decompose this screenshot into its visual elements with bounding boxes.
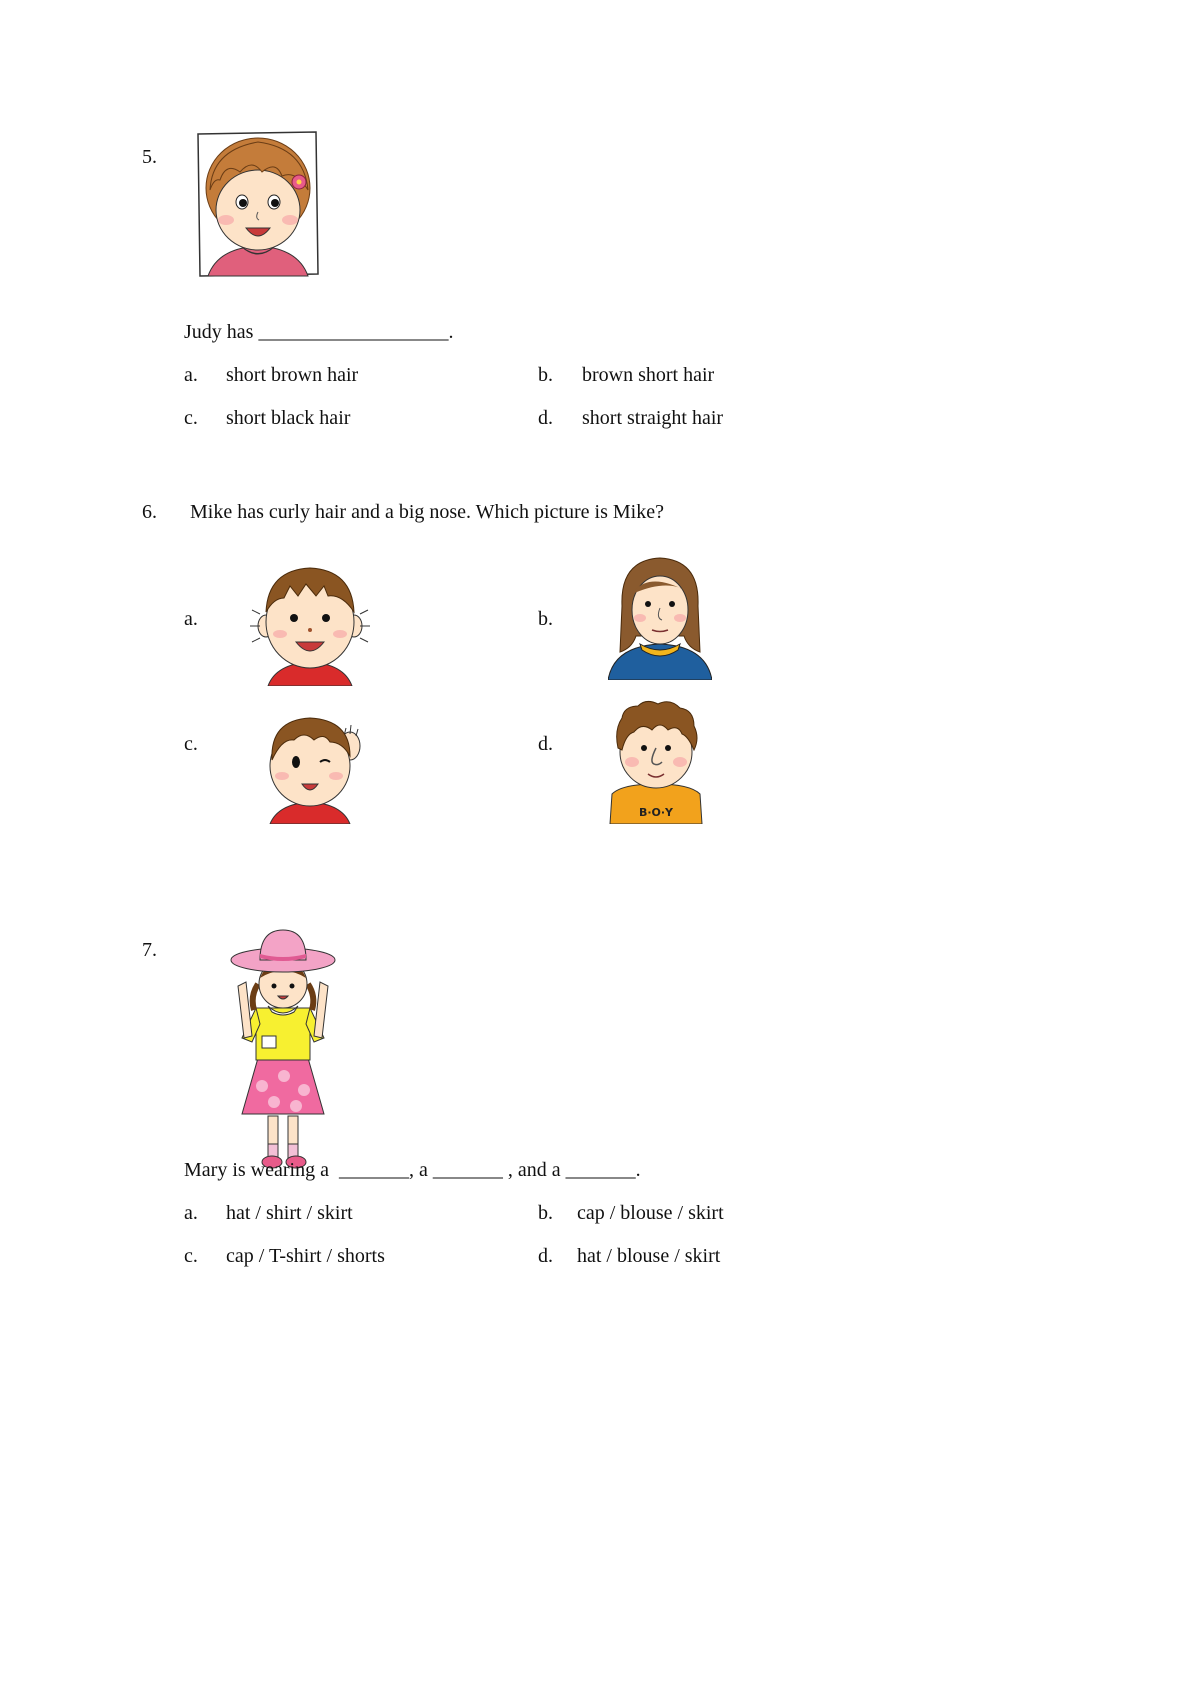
q6-option-c-letter: c. [184,733,198,755]
q5-option-d-text: short straight hair [582,407,724,429]
q5-option-a-text: short brown hair [226,364,359,386]
mary-picture [228,926,338,1172]
q7-option-c-text: cap / T-shirt / shorts [226,1245,385,1267]
boy-waving-picture[interactable] [258,708,368,824]
q5-number: 5. [142,146,157,168]
q5-option-b-text: brown short hair [582,364,715,386]
q6-number: 6. [142,501,157,523]
q7-option-d-letter: d. [538,1245,553,1267]
boy-shirt-text: B·O·Y [638,806,674,819]
boy-straight-hair-picture[interactable] [250,560,370,686]
q5-option-a-letter: a. [184,364,198,386]
q5-option-b-letter: b. [538,364,553,386]
q7-option-c-letter: c. [184,1245,198,1267]
q5-option-c-letter: c. [184,407,198,429]
q7-option-b-text: cap / blouse / skirt [577,1202,724,1224]
q5-option-d-letter: d. [538,407,553,429]
q6-option-b-letter: b. [538,608,553,630]
q7-option-a-letter: a. [184,1202,198,1224]
q5-option-c-text: short black hair [226,407,351,429]
q7-number: 7. [142,939,157,961]
q7-option-a-text: hat / shirt / skirt [226,1202,353,1224]
q6-option-a-letter: a. [184,608,198,630]
judy-picture [196,130,320,278]
q5-stem: Judy has ___________________. [184,321,454,343]
boy-curly-hair-picture[interactable] [608,700,704,824]
q7-option-d-text: hat / blouse / skirt [577,1245,721,1267]
q7-option-b-letter: b. [538,1202,553,1224]
q7-stem: Mary is wearing a _______, a _______ , and a _______. [184,1159,641,1181]
q6-option-d-letter: d. [538,733,553,755]
woman-long-hair-picture[interactable] [608,556,712,680]
q6-stem: Mike has curly hair and a big nose. Which picture is Mike? [190,501,664,523]
